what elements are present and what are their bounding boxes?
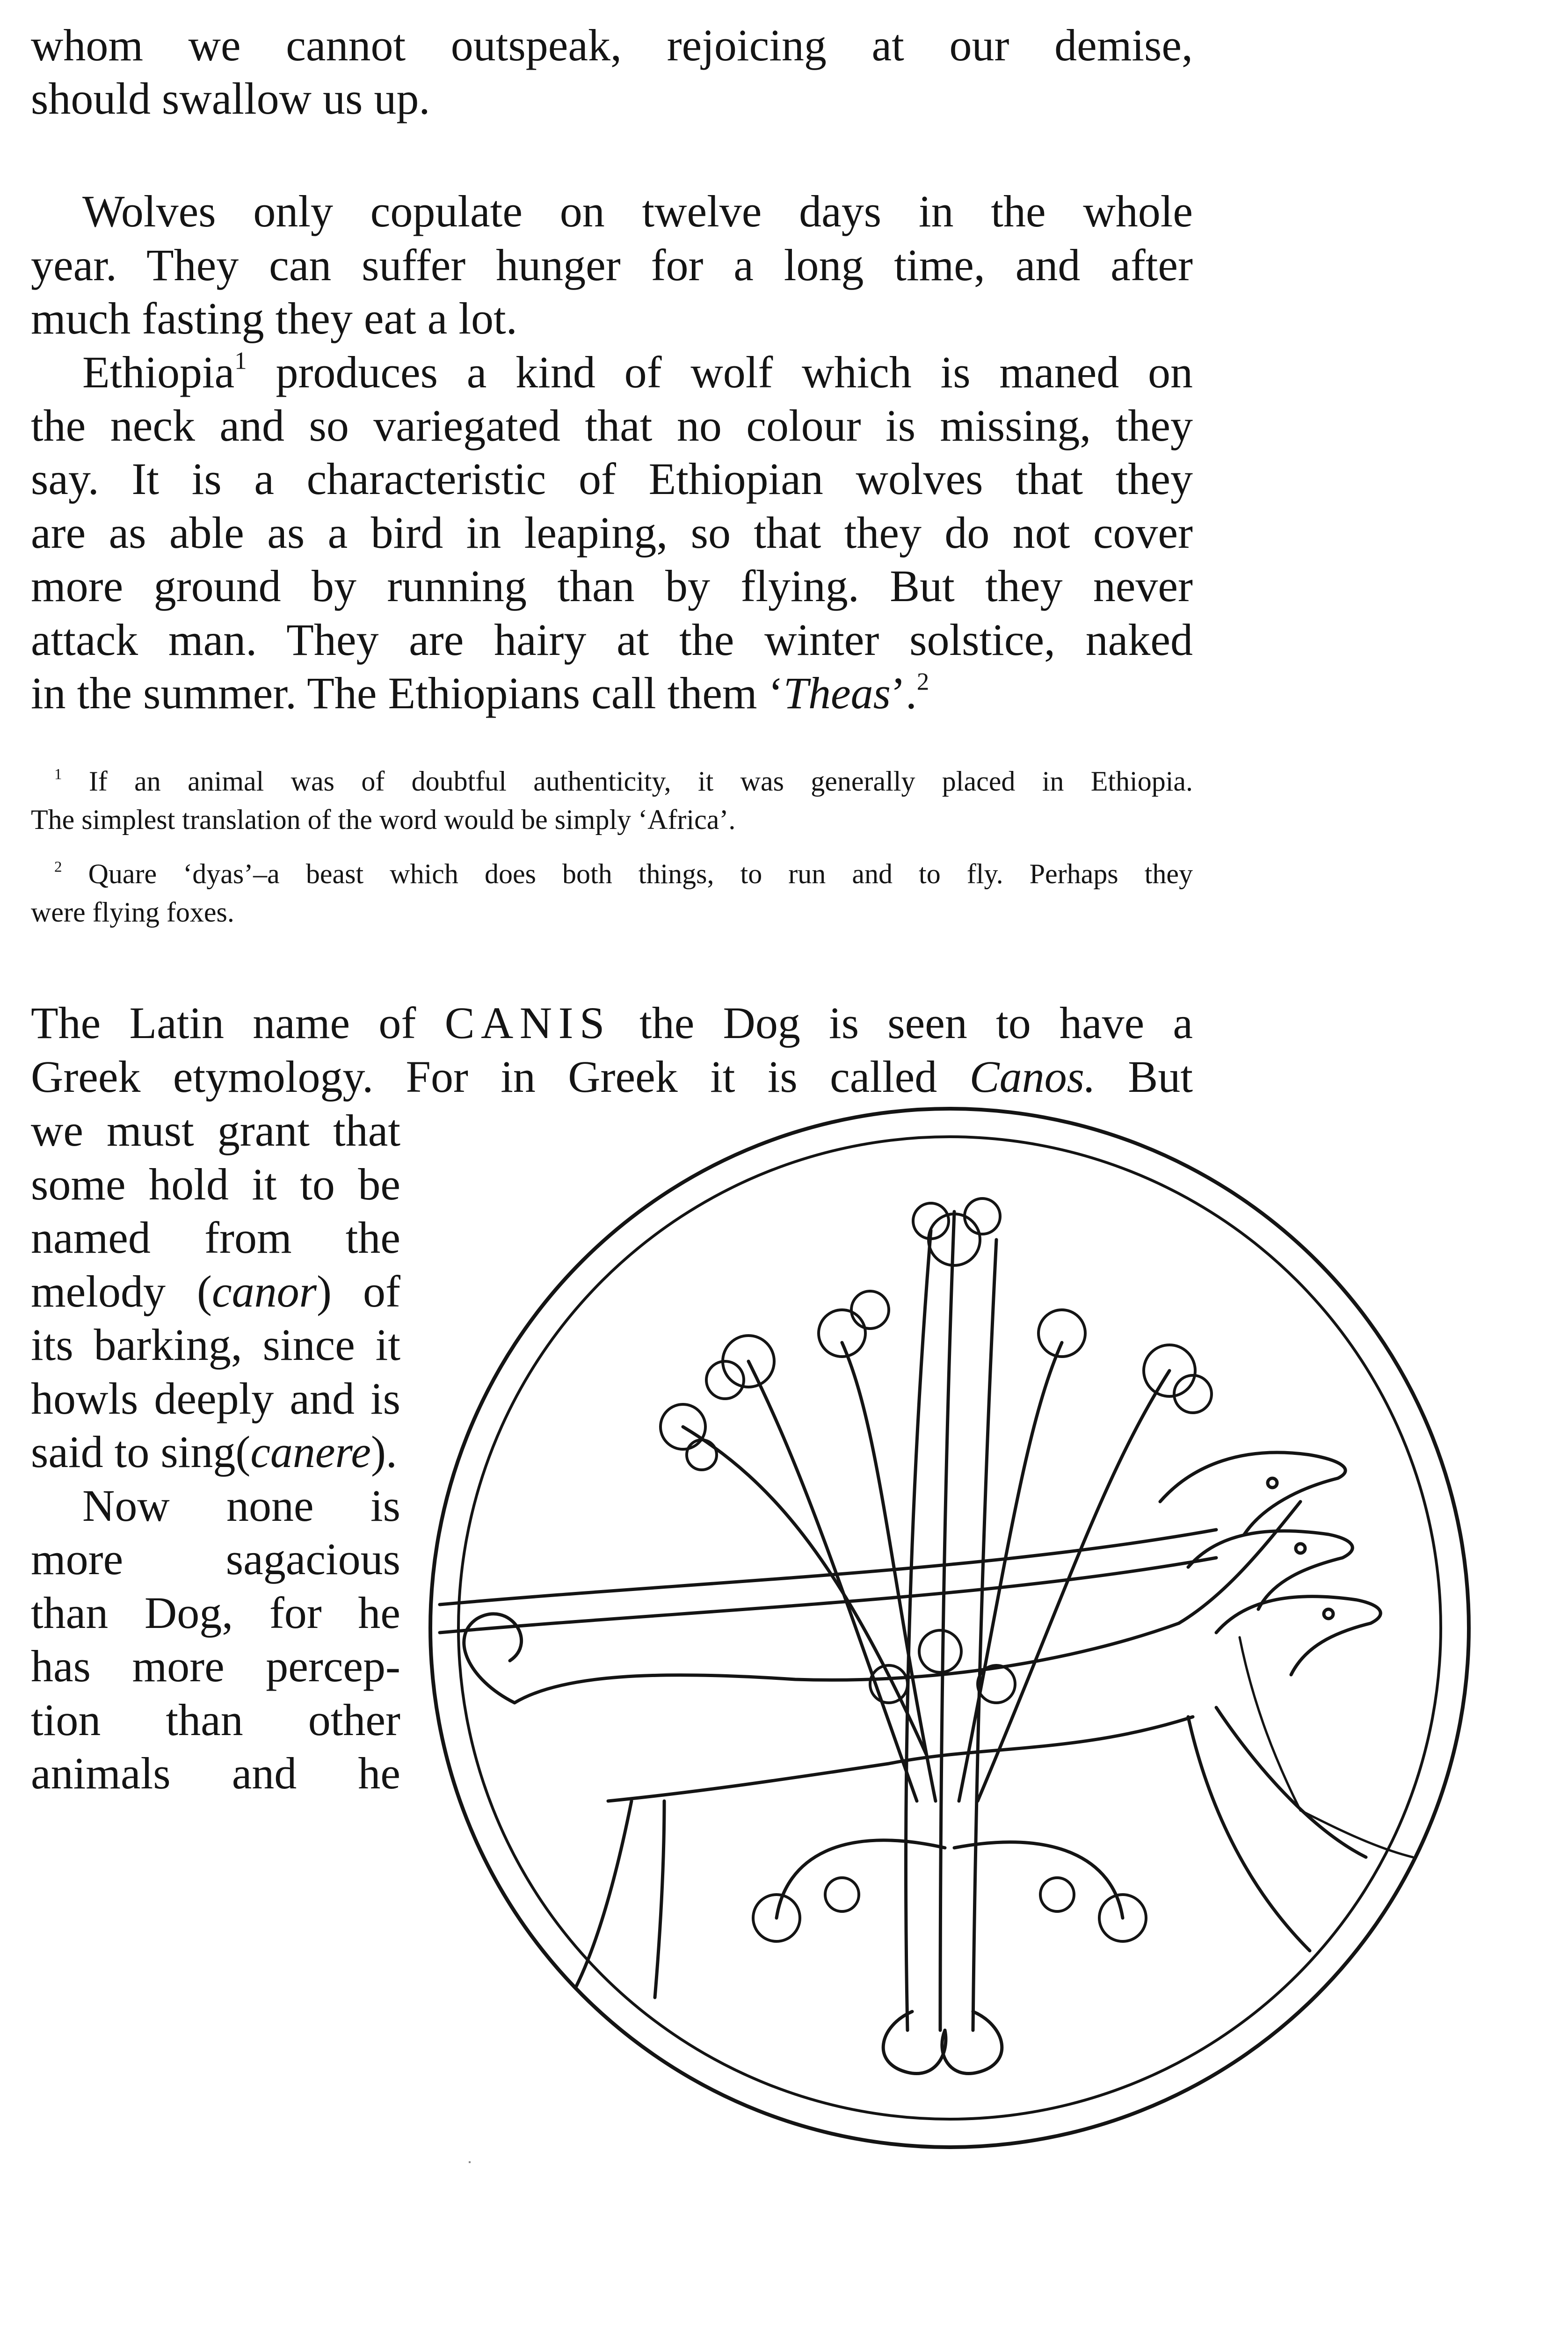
text-line: Wolves only copulate on twelve days in the whole xyxy=(82,186,1193,236)
text-line: we must grant that xyxy=(31,1105,400,1155)
text-line: the neck and so variegated that no colour is missing, they xyxy=(31,400,1193,450)
text-line: animals and he xyxy=(31,1748,400,1798)
footnote-mark: 1 xyxy=(234,347,247,375)
footnote-mark: 2 xyxy=(916,668,929,696)
text-line: are as able as a bird in leaping, so that they do not cover xyxy=(31,508,1193,558)
text-line: tion than other xyxy=(31,1695,400,1745)
text-line: attack man. They are hairy at the winter solstice, naked xyxy=(31,615,1193,665)
leaf-clusters xyxy=(661,1199,1212,1941)
text-line: say. It is a characteristic of Ethiopian wolves that they xyxy=(31,454,1193,504)
text-line: has more percep- xyxy=(31,1641,400,1691)
ornamental-tree xyxy=(683,1212,1169,2074)
text-line: said to sing(canere). xyxy=(31,1427,397,1477)
text-line: Greek etymology. For in Greek it is called Canos. But xyxy=(31,1052,1193,1102)
dog-collar-chain xyxy=(1240,1637,1413,1857)
dogs-and-tree-roundel-illustration xyxy=(421,1099,1478,2157)
footnote: The simplest translation of the word would be simply ‘Africa’. xyxy=(31,804,736,835)
text-line: in the summer. The Ethiopians call them ‘Theas’.$^2$ xyxy=(31,668,929,718)
footnote: $^2$ Quare ‘dyas’–a beast which does both things, to run and to fly. Perhaps they xyxy=(54,858,1193,889)
footnote: $^1$ If an animal was of doubtful authenticity, it was generally placed in Ethiopia. xyxy=(54,766,1193,797)
text-line: its barking, since it xyxy=(31,1320,400,1370)
stray-mark xyxy=(469,2161,471,2163)
text-line: more ground by running than by flying. But they never xyxy=(31,561,1193,611)
text-line: howls deeply and is xyxy=(31,1373,400,1424)
text-line: Ethiopia$^1$ produces a kind of wolf which is maned on xyxy=(82,347,1193,397)
dog-body xyxy=(464,1502,1366,1998)
text-line: Now none is xyxy=(82,1481,400,1531)
roundel-inner-ring xyxy=(458,1137,1441,2119)
text-line: more sagacious xyxy=(31,1534,400,1584)
dog-heads xyxy=(1160,1453,1380,1675)
text-line: year. They can suffer hunger for a long time, and after xyxy=(31,240,1193,290)
text-line: The Latin name of CANIS the Dog is seen to have a xyxy=(31,998,1193,1048)
text-line: much fasting they eat a lot. xyxy=(31,293,517,343)
text-line: should swallow us up. xyxy=(31,73,430,123)
text-line: melody (canor) of xyxy=(31,1266,401,1316)
text-line: than Dog, for he xyxy=(31,1588,400,1638)
text-line: whom we cannot outspeak, rejoicing at our demise, xyxy=(31,20,1193,70)
text-line: named from the xyxy=(31,1213,400,1263)
footnote: were flying foxes. xyxy=(31,897,234,928)
dog-leash-bands xyxy=(440,1530,1216,1633)
text-line: some hold it to be xyxy=(31,1159,400,1209)
